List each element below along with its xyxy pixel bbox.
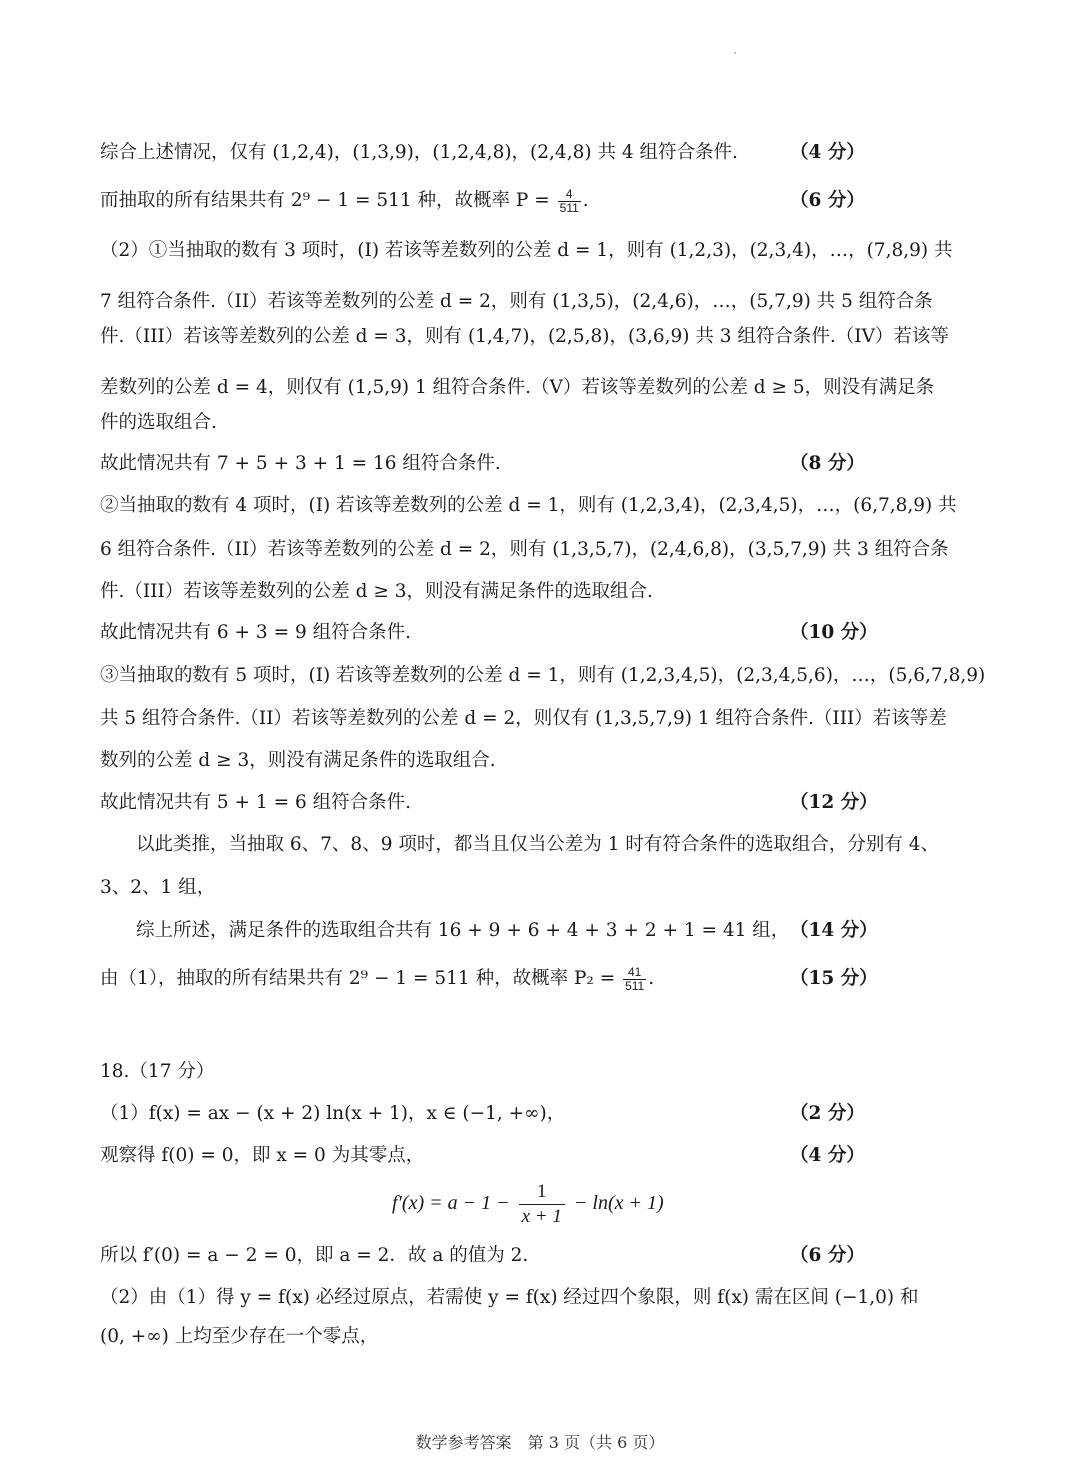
score-label: （12 分） — [790, 792, 878, 813]
text-line: 故此情况共有 7 + 5 + 3 + 1 = 16 组符合条件. — [100, 453, 501, 474]
text-line: 6 组符合条件.（II）若该等差数列的公差 d = 2，则有 (1,3,5,7)，(2,4,6,8)，(3,5,7,9) 共 3 组符合条 — [100, 539, 949, 560]
text-line: 所以 f′(0) = a − 2 = 0，即 a = 2．故 a 的值为 2. — [100, 1245, 529, 1266]
score-label: （4 分） — [790, 142, 865, 163]
fraction-numerator: 4 — [558, 188, 581, 202]
text-line: 以此类推，当抽取 6、7、8、9 项时，都当且仅当公差为 1 时有符合条件的选取组合，分别有 4、 — [136, 834, 940, 855]
text-line: ②当抽取的数有 4 项时，(I) 若该等差数列的公差 d = 1，则有 (1,2,3,4)，(2,3,4,5)，…，(6,7,8,9) 共 — [100, 495, 957, 516]
fraction-denominator: 511 — [559, 200, 579, 215]
text-line: 综上所述，满足条件的选取组合共有 16 + 9 + 6 + 4 + 3 + 2 + 1 = 41 组， — [136, 920, 790, 941]
score-label: （15 分） — [790, 968, 878, 989]
text-line: 故此情况共有 5 + 1 = 6 组符合条件. — [100, 792, 411, 813]
score-label: （14 分） — [790, 920, 878, 941]
text-line: 7 组符合条件.（II）若该等差数列的公差 d = 2，则有 (1,3,5)，(2,4,6)，…，(5,7,9) 共 5 组符合条 — [100, 291, 933, 312]
score-label: （2 分） — [790, 1103, 865, 1124]
score-label: （10 分） — [790, 622, 878, 643]
text-line: 综合上述情况，仅有 (1,2,4)，(1,3,9)，(1,2,4,8)，(2,4,8) 共 4 组符合条件. — [100, 142, 738, 163]
text-line: ③当抽取的数有 5 项时，(I) 若该等差数列的公差 d = 1，则有 (1,2,3,4,5)，(2,3,4,5,6)，…，(5,6,7,8,9) — [100, 665, 986, 686]
text-line: 共 5 组符合条件.（II）若该等差数列的公差 d = 2，则仅有 (1,3,5,7,9) 1 组符合条件.（III）若该等差 — [100, 708, 947, 729]
score-label: （4 分） — [790, 1145, 865, 1166]
text-line: 件的选取组合. — [100, 412, 217, 433]
fraction — [623, 966, 646, 993]
score-label: （6 分） — [790, 1245, 865, 1266]
text-line: 数列的公差 d ≥ 3，则没有满足条件的选取组合. — [100, 750, 496, 771]
score-label: （8 分） — [790, 453, 865, 474]
fraction-numerator: 1 — [519, 1180, 565, 1205]
fraction-denominator: x + 1 — [521, 1206, 562, 1227]
text-segment: 由（1），抽取的所有结果共有 2⁹ − 1 = 511 种，故概率 P₂ = — [100, 968, 622, 989]
fraction — [558, 188, 581, 215]
score-label: （6 分） — [790, 190, 865, 211]
text-line: （2）由（1）得 y = f(x) 必经过原点，若需使 y = f(x) 经过四个象限，则 f(x) 需在区间 (−1,0) 和 — [100, 1287, 919, 1308]
text-line: 件.（III）若该等差数列的公差 d = 3，则有 (1,4,7)，(2,5,8)，(3,6,9) 共 3 组符合条件.（IV）若该等 — [100, 326, 949, 347]
formula-segment: − ln(x + 1) — [568, 1192, 664, 1215]
text-line: 观察得 f(0) = 0，即 x = 0 为其零点， — [100, 1145, 425, 1166]
fraction-numerator: 41 — [623, 966, 646, 980]
text-segment: . — [582, 190, 589, 211]
text-segment: 而抽取的所有结果共有 2⁹ − 1 = 511 种，故概率 P = — [100, 190, 556, 211]
text-line: （2）①当抽取的数有 3 项时，(I) 若该等差数列的公差 d = 1，则有 (1,2,3)，(2,3,4)，…，(7,8,9) 共 — [100, 240, 953, 261]
text-line: 差数列的公差 d = 4，则仅有 (1,5,9) 1 组符合条件.（V）若该等差数列的公差 d ≥ 5，则没有满足条 — [100, 377, 935, 398]
text-segment: . — [648, 968, 655, 989]
derivative-formula — [392, 1180, 664, 1229]
fraction-denominator: 511 — [625, 978, 645, 993]
text-line: (0, +∞) 上均至少存在一个零点， — [100, 1326, 379, 1347]
page-footer: 数学参考答案 第 3 页（共 6 页） — [415, 1433, 665, 1452]
text-line: （1）f(x) = ax − (x + 2) ln(x + 1)，x ∈ (−1, +∞)， — [100, 1103, 566, 1124]
question-heading: 18.（17 分） — [100, 1061, 215, 1082]
text-line: 件.（III）若该等差数列的公差 d ≥ 3，则没有满足条件的选取组合. — [100, 581, 653, 602]
text-line: 故此情况共有 6 + 3 = 9 组符合条件. — [100, 622, 411, 643]
text-line: 3、2、1 组， — [100, 877, 216, 898]
scan-speck — [734, 52, 736, 54]
fraction — [519, 1180, 565, 1229]
formula-segment: f′(x) = a − 1 − — [392, 1192, 515, 1215]
